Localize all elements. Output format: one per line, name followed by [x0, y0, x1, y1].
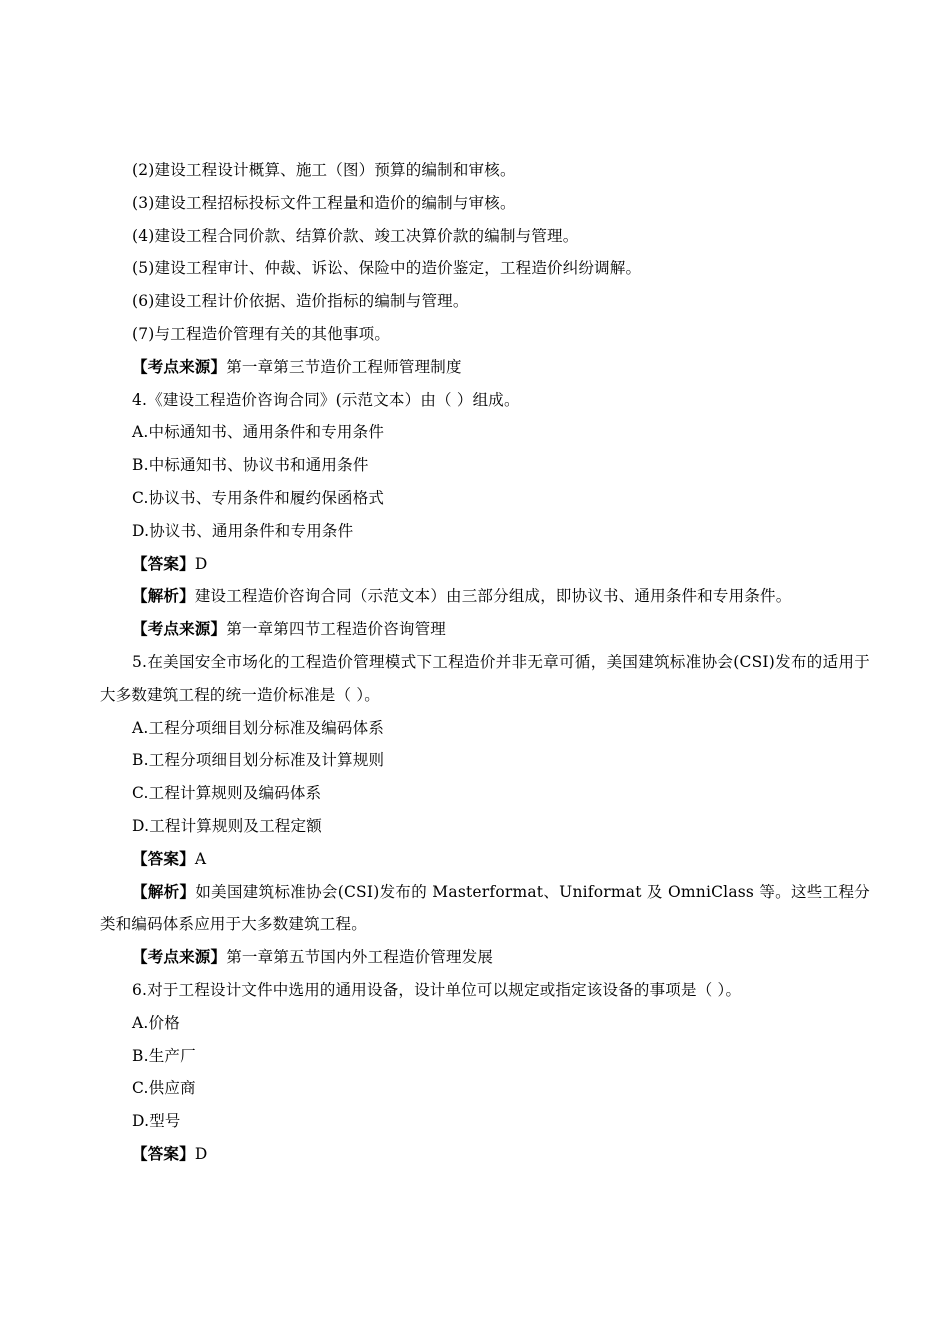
- source-note: [100, 613, 870, 646]
- option-d: D.工程计算规则及工程定额: [132, 816, 322, 835]
- answer: [100, 843, 870, 876]
- option-a: A.价格: [132, 1013, 180, 1032]
- source-tag: 【考点来源】: [132, 356, 227, 376]
- option-c: C.供应商: [132, 1079, 196, 1098]
- option-d: D.协议书、通用条件和专用条件: [132, 521, 354, 540]
- option-b: B.生产厂: [132, 1046, 196, 1065]
- explanation-tag: 【解析】: [132, 586, 195, 606]
- explanation-text: 建设工程造价咨询合同（示范文本）由三部分组成，即协议书、通用条件和专用条件。: [194, 587, 792, 606]
- source-text: 第一章第三节造价工程师管理制度: [226, 357, 462, 376]
- option-c: C.工程计算规则及编码体系: [132, 784, 322, 803]
- answer-value: A: [194, 849, 207, 868]
- answer-value: D: [194, 554, 208, 573]
- answer-tag: 【答案】: [132, 1143, 195, 1163]
- document-body: [100, 154, 870, 1171]
- question-4: 4.《建设工程造价咨询合同》(示范文本）由（ ）组成。: [132, 390, 520, 409]
- explanation-text: 如美国建筑标准协会(CSI)发布的 Masterformat、Uniformat 及 OmniClass 等。这些工程分类和编码体系应用于大多数建筑工程。: [100, 882, 870, 934]
- option-a: A.中标通知书、通用条件和专用条件: [132, 423, 385, 442]
- explanation: [100, 876, 870, 942]
- answer: [100, 1138, 870, 1171]
- option-c: C.协议书、专用条件和履约保函格式: [132, 488, 385, 507]
- list-item: (4)建设工程合同价款、结算价款、竣工决算价款的编制与管理。: [132, 226, 579, 245]
- option-b: B.工程分项细目划分标准及计算规则: [132, 751, 385, 770]
- answer: [100, 548, 870, 581]
- answer-tag: 【答案】: [132, 553, 195, 573]
- list-item: (6)建设工程计价依据、造价指标的编制与管理。: [132, 292, 469, 311]
- option-d: D.型号: [132, 1112, 181, 1131]
- option-a: A.工程分项细目划分标准及编码体系: [132, 718, 385, 737]
- answer-tag: 【答案】: [132, 848, 195, 868]
- option-b: B.中标通知书、协议书和通用条件: [132, 456, 369, 475]
- list-item: (5)建设工程审计、仲裁、诉讼、保险中的造价鉴定，工程造价纠纷调解。: [132, 259, 642, 278]
- source-note: [100, 351, 870, 384]
- answer-value: D: [194, 1144, 208, 1163]
- list-item: (3)建设工程招标投标文件工程量和造价的编制与审核。: [132, 193, 516, 212]
- question-5: 5.在美国安全市场化的工程造价管理模式下工程造价并非无章可循，美国建筑标准协会(CSI)发布的适用于大多数建筑工程的统一造价标准是（ ）。: [100, 652, 870, 704]
- list-item: (2)建设工程设计概算、施工（图）预算的编制和审核。: [132, 161, 516, 179]
- source-note: [100, 941, 870, 974]
- source-text: 第一章第四节工程造价咨询管理: [226, 620, 447, 639]
- source-text: 第一章第五节国内外工程造价管理发展: [226, 948, 494, 967]
- source-tag: 【考点来源】: [132, 947, 227, 967]
- list-item: (7)与工程造价管理有关的其他事项。: [132, 324, 391, 343]
- explanation: [100, 580, 870, 613]
- question-6: 6.对于工程设计文件中选用的通用设备，设计单位可以规定或指定该设备的事项是（ ）。: [132, 980, 742, 999]
- source-tag: 【考点来源】: [132, 619, 227, 639]
- explanation-tag: 【解析】: [132, 881, 196, 901]
